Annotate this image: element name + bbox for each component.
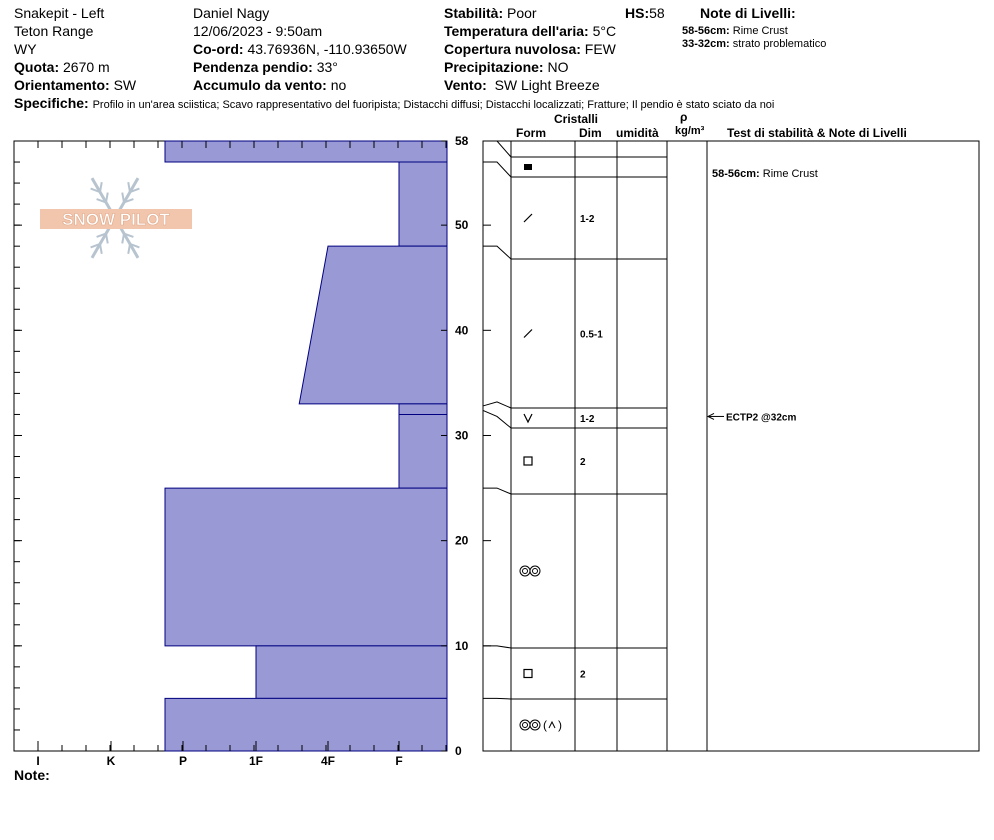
aspect-label: Orientamento: — [14, 77, 110, 93]
layer-note-2-range: 33-32cm: — [682, 38, 730, 50]
paren-open: ( — [543, 718, 547, 732]
grain-form-decomposing-icon — [524, 214, 532, 222]
outer-ring — [520, 566, 530, 576]
open-square — [524, 670, 532, 678]
hardness-label-1F: 1F — [248, 754, 264, 768]
layer-note-1-range: 58-56cm: — [682, 25, 730, 37]
hardness-layer-7 — [256, 646, 447, 699]
hardness-layer-2 — [399, 162, 447, 246]
grain-form-rime-crust-icon — [524, 164, 532, 170]
header-form: Form — [516, 126, 546, 140]
air-temp-value: 5°C — [592, 23, 617, 39]
layer-note-1-text: Rime Crust — [732, 25, 788, 37]
snowflake-branch — [128, 244, 130, 254]
header-stability: Test di stabilità & Note di Livelli — [727, 126, 907, 140]
coord-value: 43.76936N, -110.93650W — [247, 41, 407, 57]
hardness-layer-1 — [165, 141, 447, 162]
hardness-label-P: P — [178, 754, 188, 768]
depth-label: 10 — [455, 638, 469, 653]
layer-comment-text: Rime Crust — [762, 168, 818, 180]
row-connector — [483, 162, 511, 177]
wind-label: Vento: — [444, 77, 487, 93]
logo-text: SNOW PILOT — [62, 210, 170, 229]
caret — [549, 722, 555, 728]
snowflake-branch — [128, 182, 130, 192]
snowflake-branch — [122, 234, 124, 244]
depth-label: 40 — [455, 323, 469, 338]
notes-label: Note: — [14, 767, 50, 783]
hardness-label-4F: 4F — [320, 754, 336, 768]
snowflake-branch — [106, 234, 108, 244]
open-square — [524, 457, 532, 465]
row-connector — [483, 246, 511, 259]
stability-label: Stabilità: — [444, 5, 504, 21]
inner-ring — [533, 723, 538, 728]
header-rho: ρ — [680, 110, 688, 124]
location: Snakepit - Left — [14, 5, 105, 21]
inner-ring — [533, 569, 538, 574]
inner-ring — [523, 723, 528, 728]
hardness-layer-8 — [165, 698, 447, 751]
hardness-label-I: I — [36, 754, 40, 768]
stability-value: Poor — [507, 5, 537, 21]
grain-form-decomposing-icon — [524, 330, 532, 338]
layer-notes-title: Note di Livelli: — [700, 5, 796, 21]
specifics-value: Profilo in un'area sciistica; Scavo rappresentativo del fuoripista; Distacchi diffusi; Distacchi localizzati; Fratture; Il pendio è stato sciato da noi — [92, 99, 775, 111]
layer-table-frame — [483, 141, 979, 751]
depth-label: 58 — [455, 134, 469, 148]
hardness-layer-4 — [399, 404, 447, 415]
depth-label: 30 — [455, 428, 469, 443]
row-connector — [483, 402, 511, 408]
grain-form-faceted-icon — [524, 457, 532, 465]
snowflake-branch — [106, 193, 108, 203]
aspect-value: SW — [113, 77, 137, 93]
wind-load-label: Accumulo da vento: — [193, 77, 327, 93]
paren-close: ) — [558, 718, 562, 732]
grain-form-melt-forms-mixed-icon — [520, 720, 555, 730]
hs-label: HS: — [625, 5, 650, 21]
header-rho-unit: kg/m³ — [675, 125, 705, 137]
observer: Daniel Nagy — [193, 5, 270, 21]
elevation-value: 2670 m — [63, 59, 110, 75]
header-cristalli: Cristalli — [554, 112, 599, 126]
grain-form-melt-forms-icon — [520, 566, 540, 576]
hardness-label-K: K — [106, 754, 116, 768]
hardness-layer-6 — [165, 488, 447, 646]
grain-size-label: 0.5-1 — [580, 329, 603, 341]
slash — [524, 330, 532, 338]
row-connector — [483, 410, 511, 428]
row-connector — [483, 141, 511, 157]
layer-comment — [712, 168, 818, 180]
header-umidita: umidità — [616, 126, 659, 140]
coord-label: Co-ord: — [193, 41, 244, 57]
grain-form-faceted-icon — [524, 670, 532, 678]
grain-size-label: 2 — [580, 669, 586, 681]
grain-size-label: 1-2 — [580, 214, 595, 225]
vee — [524, 414, 532, 422]
row-connector — [483, 698, 511, 699]
grain-form-depth-hoar-icon — [524, 414, 532, 422]
outer-ring — [520, 720, 530, 730]
layer-note-2-text: strato problematico — [732, 38, 827, 50]
datetime: 12/06/2023 - 9:50am — [193, 23, 323, 39]
wind-load-value: no — [330, 77, 347, 93]
slope-value: 33° — [316, 59, 338, 75]
specifics-label: Specifiche: — [14, 95, 89, 111]
precip-label: Precipitazione: — [444, 59, 544, 75]
grain-size-label: 1-2 — [580, 414, 595, 425]
outer-ring — [530, 720, 540, 730]
snowflake-branch — [100, 244, 102, 254]
state: WY — [14, 41, 37, 57]
hs-value: 58 — [649, 5, 665, 21]
precip-value: NO — [547, 59, 569, 75]
cloud-value: FEW — [584, 41, 616, 57]
inner-ring — [523, 569, 528, 574]
air-temp-label: Temperatura dell'aria: — [444, 23, 589, 39]
stability-test-label: ECTP2 @32cm — [726, 412, 797, 424]
row-connector — [483, 488, 511, 494]
hardness-layer-5 — [399, 414, 447, 488]
snowflake-branch — [100, 182, 102, 192]
cloud-label: Copertura nuvolosa: — [444, 41, 581, 57]
elevation-label: Quota: — [14, 59, 60, 75]
hardness-label-F: F — [395, 754, 403, 768]
snowflake-branch — [122, 193, 124, 203]
hardness-layer-3 — [299, 246, 447, 404]
filled-square — [524, 164, 532, 170]
header-dim: Dim — [579, 126, 602, 140]
slope-label: Pendenza pendio: — [193, 59, 313, 75]
slash — [524, 214, 532, 222]
grain-size-label: 2 — [580, 457, 586, 468]
range: Teton Range — [14, 23, 94, 39]
outer-ring — [530, 566, 540, 576]
depth-label: 20 — [455, 533, 469, 548]
depth-label: 50 — [455, 218, 469, 233]
depth-label: 0 — [455, 744, 462, 758]
layer-comment-range: 58-56cm: — [712, 168, 763, 180]
wind-value: SW Light Breeze — [494, 77, 600, 93]
